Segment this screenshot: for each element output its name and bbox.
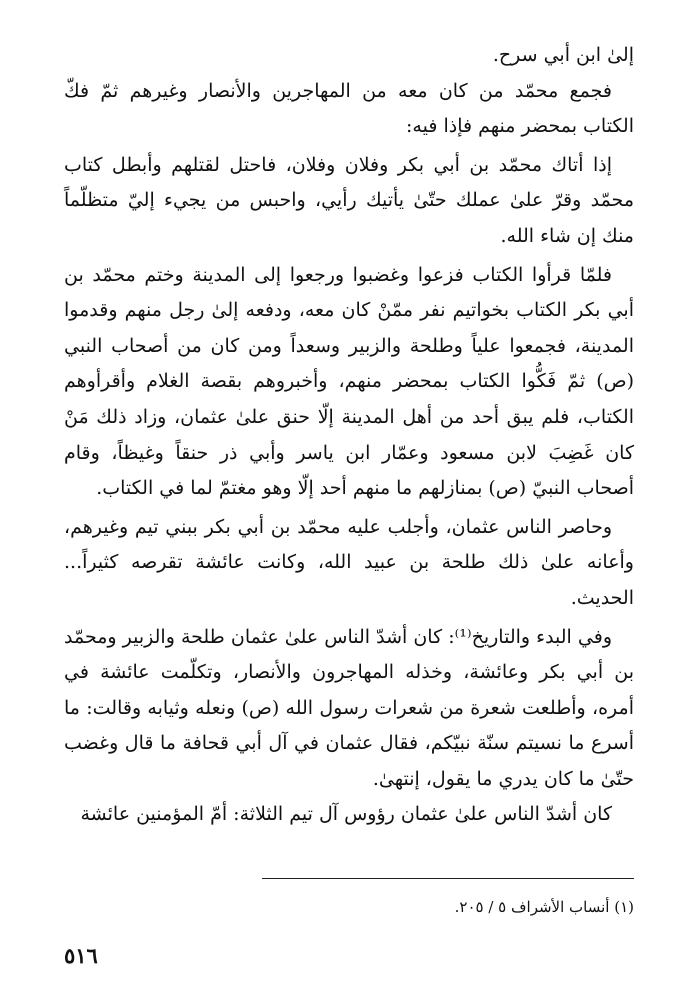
footnote-divider [262, 878, 634, 879]
paragraph-final: كان أشدّ الناس علىٰ عثمان رؤوس آل تيم الثلاثة: أمّ المؤمنين عائشة [80, 803, 612, 826]
page-number: ٥١٦ [64, 943, 98, 968]
book-page [64, 38, 634, 976]
paragraph-letter-quote: إذا أتاك محمّد بن أبي بكر وفلان وفلان، فاحتل لقتلهم وأبطل كتاب محمّد وقرّ علىٰ عملك حتّىٰ يأتيك رأيي، واحبس من يجيء إليّ متظلّماً منك إن شاء الله. [64, 153, 634, 247]
paragraph-continuation: إلىٰ ابن أبي سرح. [492, 44, 634, 66]
paragraph-siege: وحاصر الناس عثمان، وأجلب عليه محمّد بن أبي بكر ببني تيم وغيرهم، وأعانه علىٰ ذلك طلحة بن عبيد الله، وكانت عائشة تقرصه كثيراً... الحديث. [64, 515, 634, 609]
paragraph-reading-letter: فلمّا قرأوا الكتاب فزعوا وغضبوا ورجعوا إلى المدينة وختم محمّد بن أبي بكر الكتاب بخواتيم نفر ممّنْ كان معه، ودفعه إلىٰ رجل منهم وقدموا المدينة، فجمعوا علياً وطلحة والزبير وسعداً ومن كان من أصحاب النبي (ص) ثمّ فَكُّوا الكتاب بمحضر منهم، وأخبروهم بقصة الغلام وأقرأوهم الكتاب، فلم يبق أحد من أهل المدينة إلّا حنق علىٰ عثمان، وزاد ذلك مَنْ كان غَضِبَ لابن مسعود وعمّار ابن ياسر وأبي ذر حنقاً وغيظاً، وقام أصحاب النبيّ (ص) بمنازلهم ما منهم أحد إلّا وهو مغتمّ لما في الكتاب. [64, 263, 634, 500]
paragraph-bad-wa-tarikh: وفي البدء والتاريخ⁽¹⁾: كان أشدّ الناس علىٰ عثمان طلحة والزبير ومحمّد بن أبي بكر وعائشة، وخذله المهاجرون والأنصار، وتكلّمت عائشة في أمره، وأطلعت شعرة من شعرات رسول الله (ص) ونعله وثيابه وقالت: ما أسرع ما نسيتم سنّة نبيّكم، فقال عثمان في آل أبي قحافة ما قال وغضب حتّىٰ ما كان يدري ما يقول، إنتهىٰ. [64, 625, 634, 790]
paragraph-gathering: فجمع محمّد من كان معه من المهاجرين والأنصار وغيرهم ثمّ فكّ الكتاب بمحضر منهم فإذا فيه: [64, 79, 634, 138]
footnote: (١) أنساب الأشراف ٥ / ٢٠٥. [454, 898, 634, 916]
